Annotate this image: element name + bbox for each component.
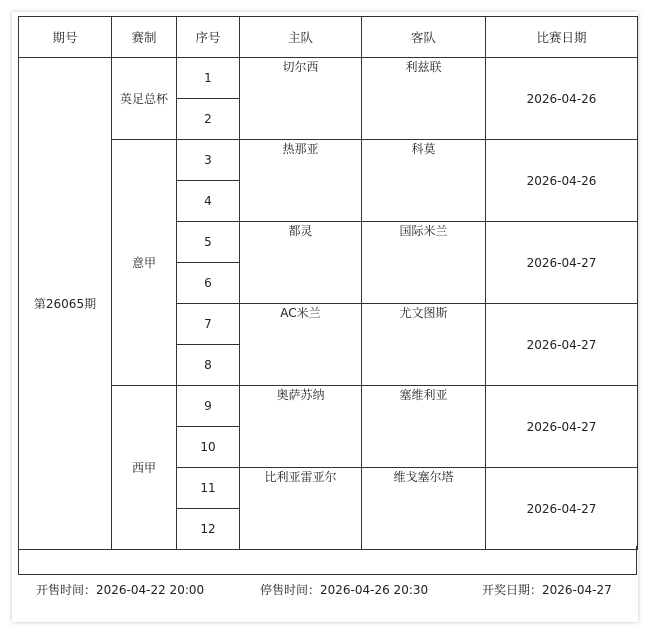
sale-start-time: 开售时间：2026-04-22 20:00 [36, 583, 205, 597]
header-row [19, 17, 638, 58]
seq-cell: 7 [177, 304, 240, 345]
match-date-cell: 2026-04-27 [486, 468, 638, 550]
seq-cell: 11 [177, 468, 240, 509]
competition-cell: 意甲 [112, 140, 177, 386]
sale-end-time: 停售时间：2026-04-26 20:30 [260, 583, 429, 597]
header-home: 主队 [240, 17, 362, 58]
seq-cell: 2 [177, 99, 240, 140]
seq-cell: 5 [177, 222, 240, 263]
match-date-cell: 2026-04-26 [486, 140, 638, 222]
away-team-cell: 维戈塞尔塔 [362, 468, 486, 550]
draw-date: 开奖日期：2026-04-27 [482, 583, 612, 597]
seq-cell: 10 [177, 427, 240, 468]
competition-cell: 英足总杯 [112, 58, 177, 140]
header-away: 客队 [362, 17, 486, 58]
schedule-table [18, 16, 638, 550]
sale-info-footer [18, 575, 637, 605]
seq-cell: 1 [177, 58, 240, 99]
away-team-cell: 塞维利亚 [362, 386, 486, 468]
seq-cell: 9 [177, 386, 240, 427]
table-row [19, 140, 638, 181]
seq-cell: 12 [177, 509, 240, 550]
seq-cell: 8 [177, 345, 240, 386]
away-team-cell: 利兹联 [362, 58, 486, 140]
away-team-cell: 科莫 [362, 140, 486, 222]
match-date-cell: 2026-04-27 [486, 304, 638, 386]
seq-cell: 4 [177, 181, 240, 222]
home-team-cell: 奥萨苏纳 [240, 386, 362, 468]
table-row [19, 58, 638, 99]
home-team-cell: 都灵 [240, 222, 362, 304]
competition-cell: 西甲 [112, 386, 177, 550]
seq-cell: 3 [177, 140, 240, 181]
header-seq: 序号 [177, 17, 240, 58]
away-team-cell: 国际米兰 [362, 222, 486, 304]
match-date-cell: 2026-04-26 [486, 58, 638, 140]
header-date: 比赛日期 [486, 17, 638, 58]
home-team-cell: 热那亚 [240, 140, 362, 222]
seq-cell: 6 [177, 263, 240, 304]
home-team-cell: AC米兰 [240, 304, 362, 386]
blank-row [18, 546, 637, 575]
period-cell: 第26065期 [19, 58, 112, 550]
header-competition: 赛制 [112, 17, 177, 58]
header-period: 期号 [19, 17, 112, 58]
table-row [19, 386, 638, 427]
home-team-cell: 比利亚雷亚尔 [240, 468, 362, 550]
home-team-cell: 切尔西 [240, 58, 362, 140]
match-date-cell: 2026-04-27 [486, 386, 638, 468]
away-team-cell: 尤文图斯 [362, 304, 486, 386]
match-date-cell: 2026-04-27 [486, 222, 638, 304]
